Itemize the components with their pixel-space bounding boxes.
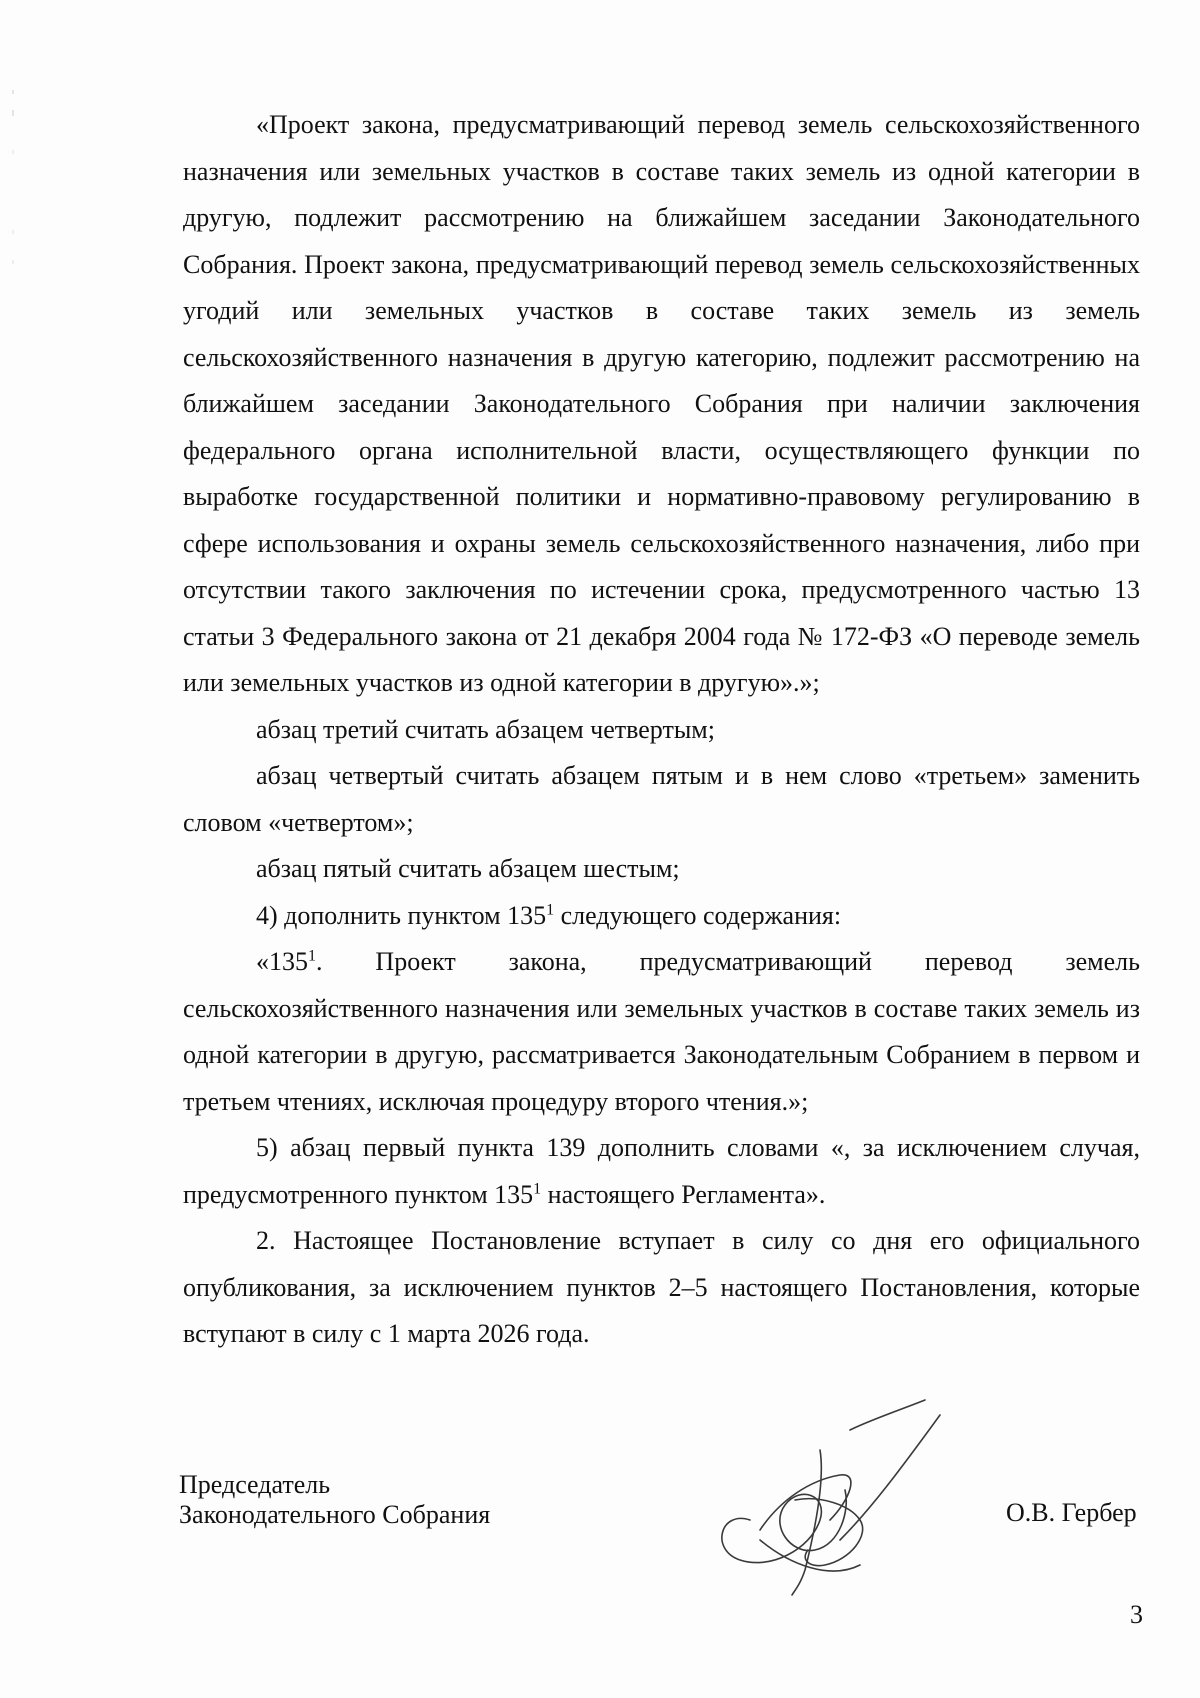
item-4-text-after: следующего содержания:: [554, 900, 842, 930]
margin-marks: [8, 80, 18, 300]
signatory-title-line-1: Председатель: [179, 1470, 331, 1499]
paragraph-five-renumber: абзац пятый считать абзацем шестым;: [256, 854, 680, 883]
item-135-1-text-before: «135: [256, 947, 308, 976]
item-4: [183, 893, 1140, 940]
effective-date-paragraph: 2. Настоящее Постановление вступает в силу со дня его официального опубликования, за исключением пунктов 2–5 настоящего Постановления, которые вступают в силу с 1 марта 2026 года.: [183, 1226, 1140, 1348]
item-5-text-before: 5) абзац первый пункта 139 дополнить словами «, за исключением случая, предусмотренного пунктом 135: [183, 1133, 1140, 1209]
page-number: 3: [1130, 1600, 1143, 1629]
quoted-paragraph: «Проект закона, предусматривающий перевод земель сельскохозяйственного назначения или земельных участков в составе таких земель из одной категории в другую, подлежит рассмотрению на ближайшем заседании Законодательного Собрания. Проект закона, предусматривающий перевод земель сельскохозяйственных угодий или земельных участков в составе таких земель из земель сельскохозяйственного назначения в другую категорию, подлежит рассмотрению на ближайшем заседании Законодательного Собрания при наличии заключения федерального органа исполнительной власти, осуществляющего функции по выработке государственной политики и нормативно-правовому регулированию в сфере использования и охраны земель сельскохозяйственного назначения, либо при отсутствии такого заключения по истечении срока, предусмотренного частью 13 статьи 3 Федерального закона от 21 декабря 2004 года № 172-ФЗ «О переводе земель или земельных участков из одной категории в другую».»;: [183, 110, 1140, 697]
item-5-text-after: настоящего Регламента».: [541, 1179, 826, 1209]
paragraph-four-renumber: абзац четвертый считать абзацем пятым и в нем слово «третьем» заменить словом «четвертом»;: [183, 761, 1140, 837]
handwritten-signature: [700, 1390, 960, 1600]
document-body: [183, 102, 1140, 1358]
item-4-text-before: 4) дополнить пунктом 135: [256, 900, 547, 930]
item-4-superscript: 1: [546, 900, 555, 918]
paragraph-three-renumber: абзац третий считать абзацем четвертым;: [256, 714, 715, 744]
signatory-name: О.В. Гербер: [1006, 1498, 1137, 1527]
item-135-1: [183, 939, 1140, 1125]
signatory-title-line-2: Законодательного Собрания: [179, 1500, 491, 1529]
item-5-superscript: 1: [533, 1179, 542, 1197]
item-135-1-superscript: 1: [308, 947, 316, 965]
item-135-1-text-after: . Проект закона, предусматривающий перевод земель сельскохозяйственного назначения или земельных участков в составе таких земель из одной категории в другую, рассматривается Законодательным Собранием в первом и третьем чтениях, исключая процедуру второго чтения.»;: [183, 947, 1140, 1116]
item-5: [183, 1125, 1140, 1218]
